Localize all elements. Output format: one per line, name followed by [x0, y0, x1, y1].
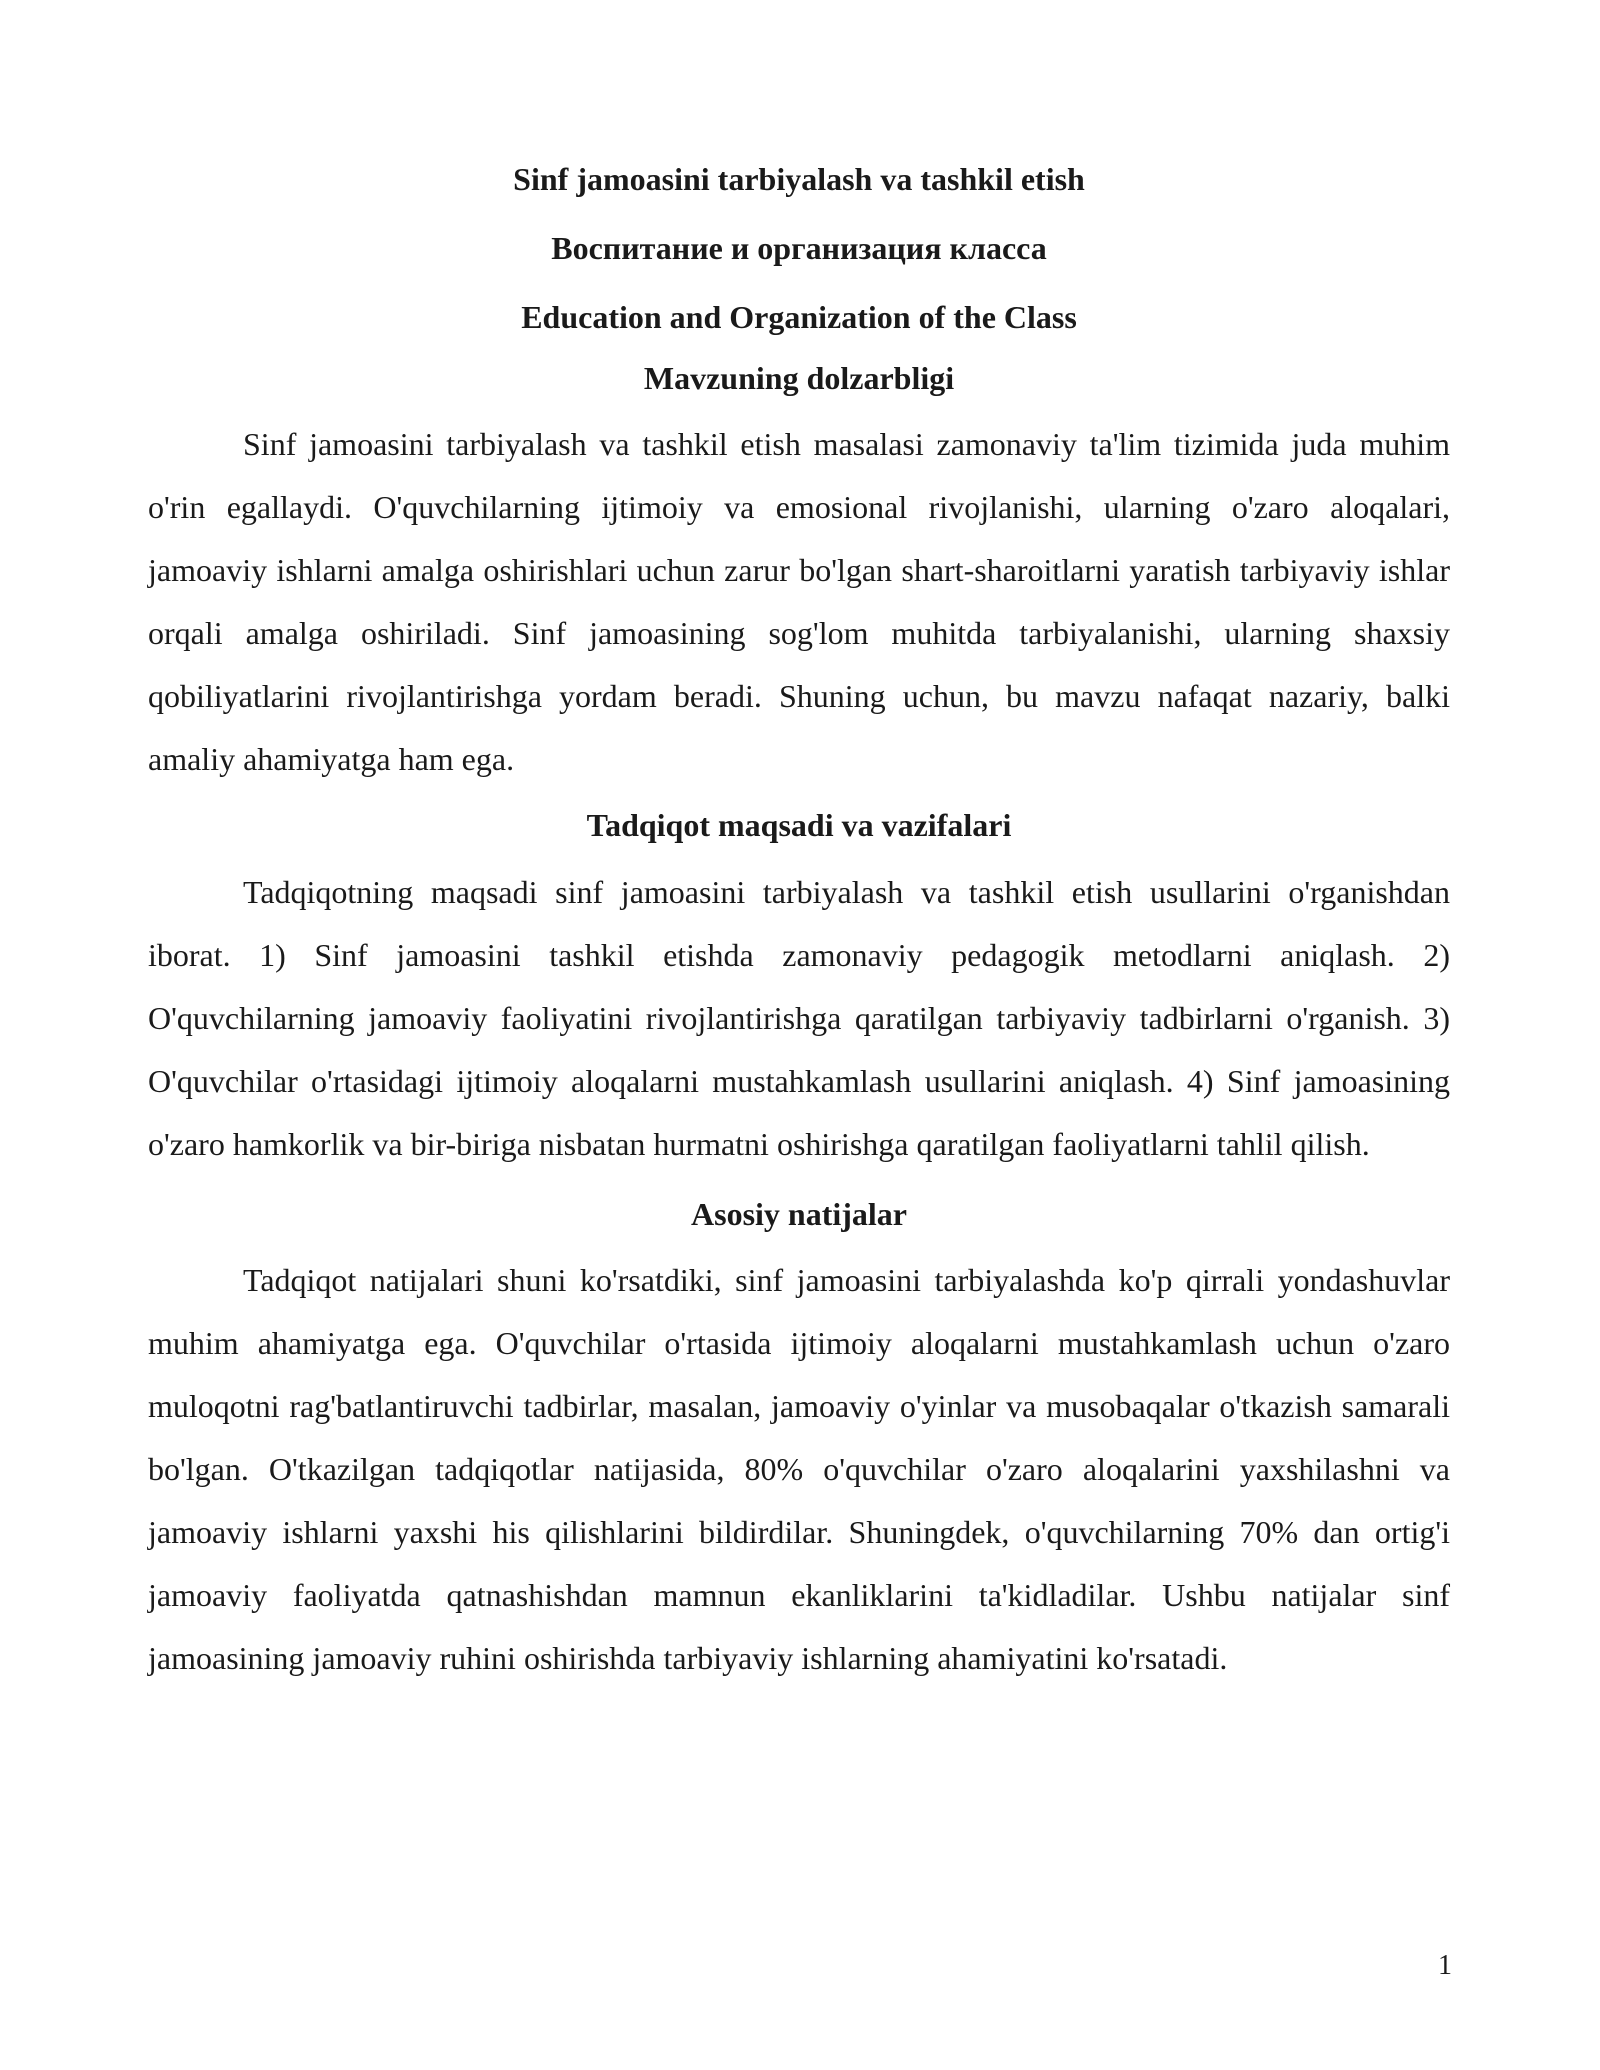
- section-paragraph-results: Tadqiqot natijalari shuni ko'rsatdiki, sinf jamoasini tarbiyalashda ko'p qirrali yondashuvlar muhim ahamiyatga ega. O'quvchilar o'rtasida ijtimoiy aloqalarni mustahkamlash uchun o'zaro muloqotni rag'batlantiruvchi tadbirlar, masalan, jamoaviy o'yinlar va musobaqalar o'tkazish samarali bo'lgan. O'tkazilgan tadqiqotlar natijasida, 80% o'quvchilar o'zaro aloqalarini yaxshilashni va jamoaviy ishlarni yaxshi his qilishlarini bildirdilar. Shuningdek, o'quvchilarning 70% dan ortig'i jamoaviy faoliyatda qatnashishdan mamnun ekanliklarini ta'kidladilar. Ushbu natijalar sinf jamoasining jamoaviy ruhini oshirishda tarbiyaviy ishlarning ahamiyatini ko'rsatadi.: [148, 1262, 1450, 1676]
- title-english: Education and Organization of the Class: [521, 299, 1077, 335]
- section-heading-results: Asosiy natijalar: [691, 1196, 907, 1232]
- section-heading-relevance: Mavzuning dolzarbligi: [643, 360, 955, 396]
- section-paragraph-objectives: Tadqiqotning maqsadi sinf jamoasini tarbiyalash va tashkil etish usullarini o'rganishdan iborat. 1) Sinf jamoasini tashkil etishda zamonaviy pedagogik metodlarni aniqlash. 2) O'quvchilarning jamoaviy faoliyatini rivojlantirishga qaratilgan tarbiyaviy tadbirlarni o'rganish. 3) O'quvchilar o'rtasidagi ijtimoiy aloqalarni mustahkamlash usullarini aniqlash. 4) Sinf jamoasining o'zaro hamkorlik va bir-biriga nisbatan hurmatni oshirishga qaratilgan faoliyatlarni tahlil qilish.: [148, 874, 1450, 1162]
- title-uzbek: Sinf jamoasini tarbiyalash va tashkil etish: [513, 161, 1085, 197]
- page-number: 1: [1438, 1950, 1452, 1981]
- section-paragraph-relevance: Sinf jamoasini tarbiyalash va tashkil etish masalasi zamonaviy ta'lim tizimida juda muhim o'rin egallaydi. O'quvchilarning ijtimoiy va emosional rivojlanishi, ularning o'zaro aloqalari, jamoaviy ishlarni amalga oshirishlari uchun zarur bo'lgan shart-sharoitlarni yaratish tarbiyaviy ishlar orqali amalga oshiriladi. Sinf jamoasining sog'lom muhitda tarbiyalanishi, ularning shaxsiy qobiliyatlarini rivojlantirishga yordam beradi. Shuning uchun, bu mavzu nafaqat nazariy, balki amaliy ahamiyatga ham ega.: [148, 426, 1450, 777]
- document-page: [148, 145, 1450, 1690]
- section-heading-objectives: Tadqiqot maqsadi va vazifalari: [586, 807, 1012, 843]
- title-russian: Воспитание и организация класса: [551, 230, 1047, 266]
